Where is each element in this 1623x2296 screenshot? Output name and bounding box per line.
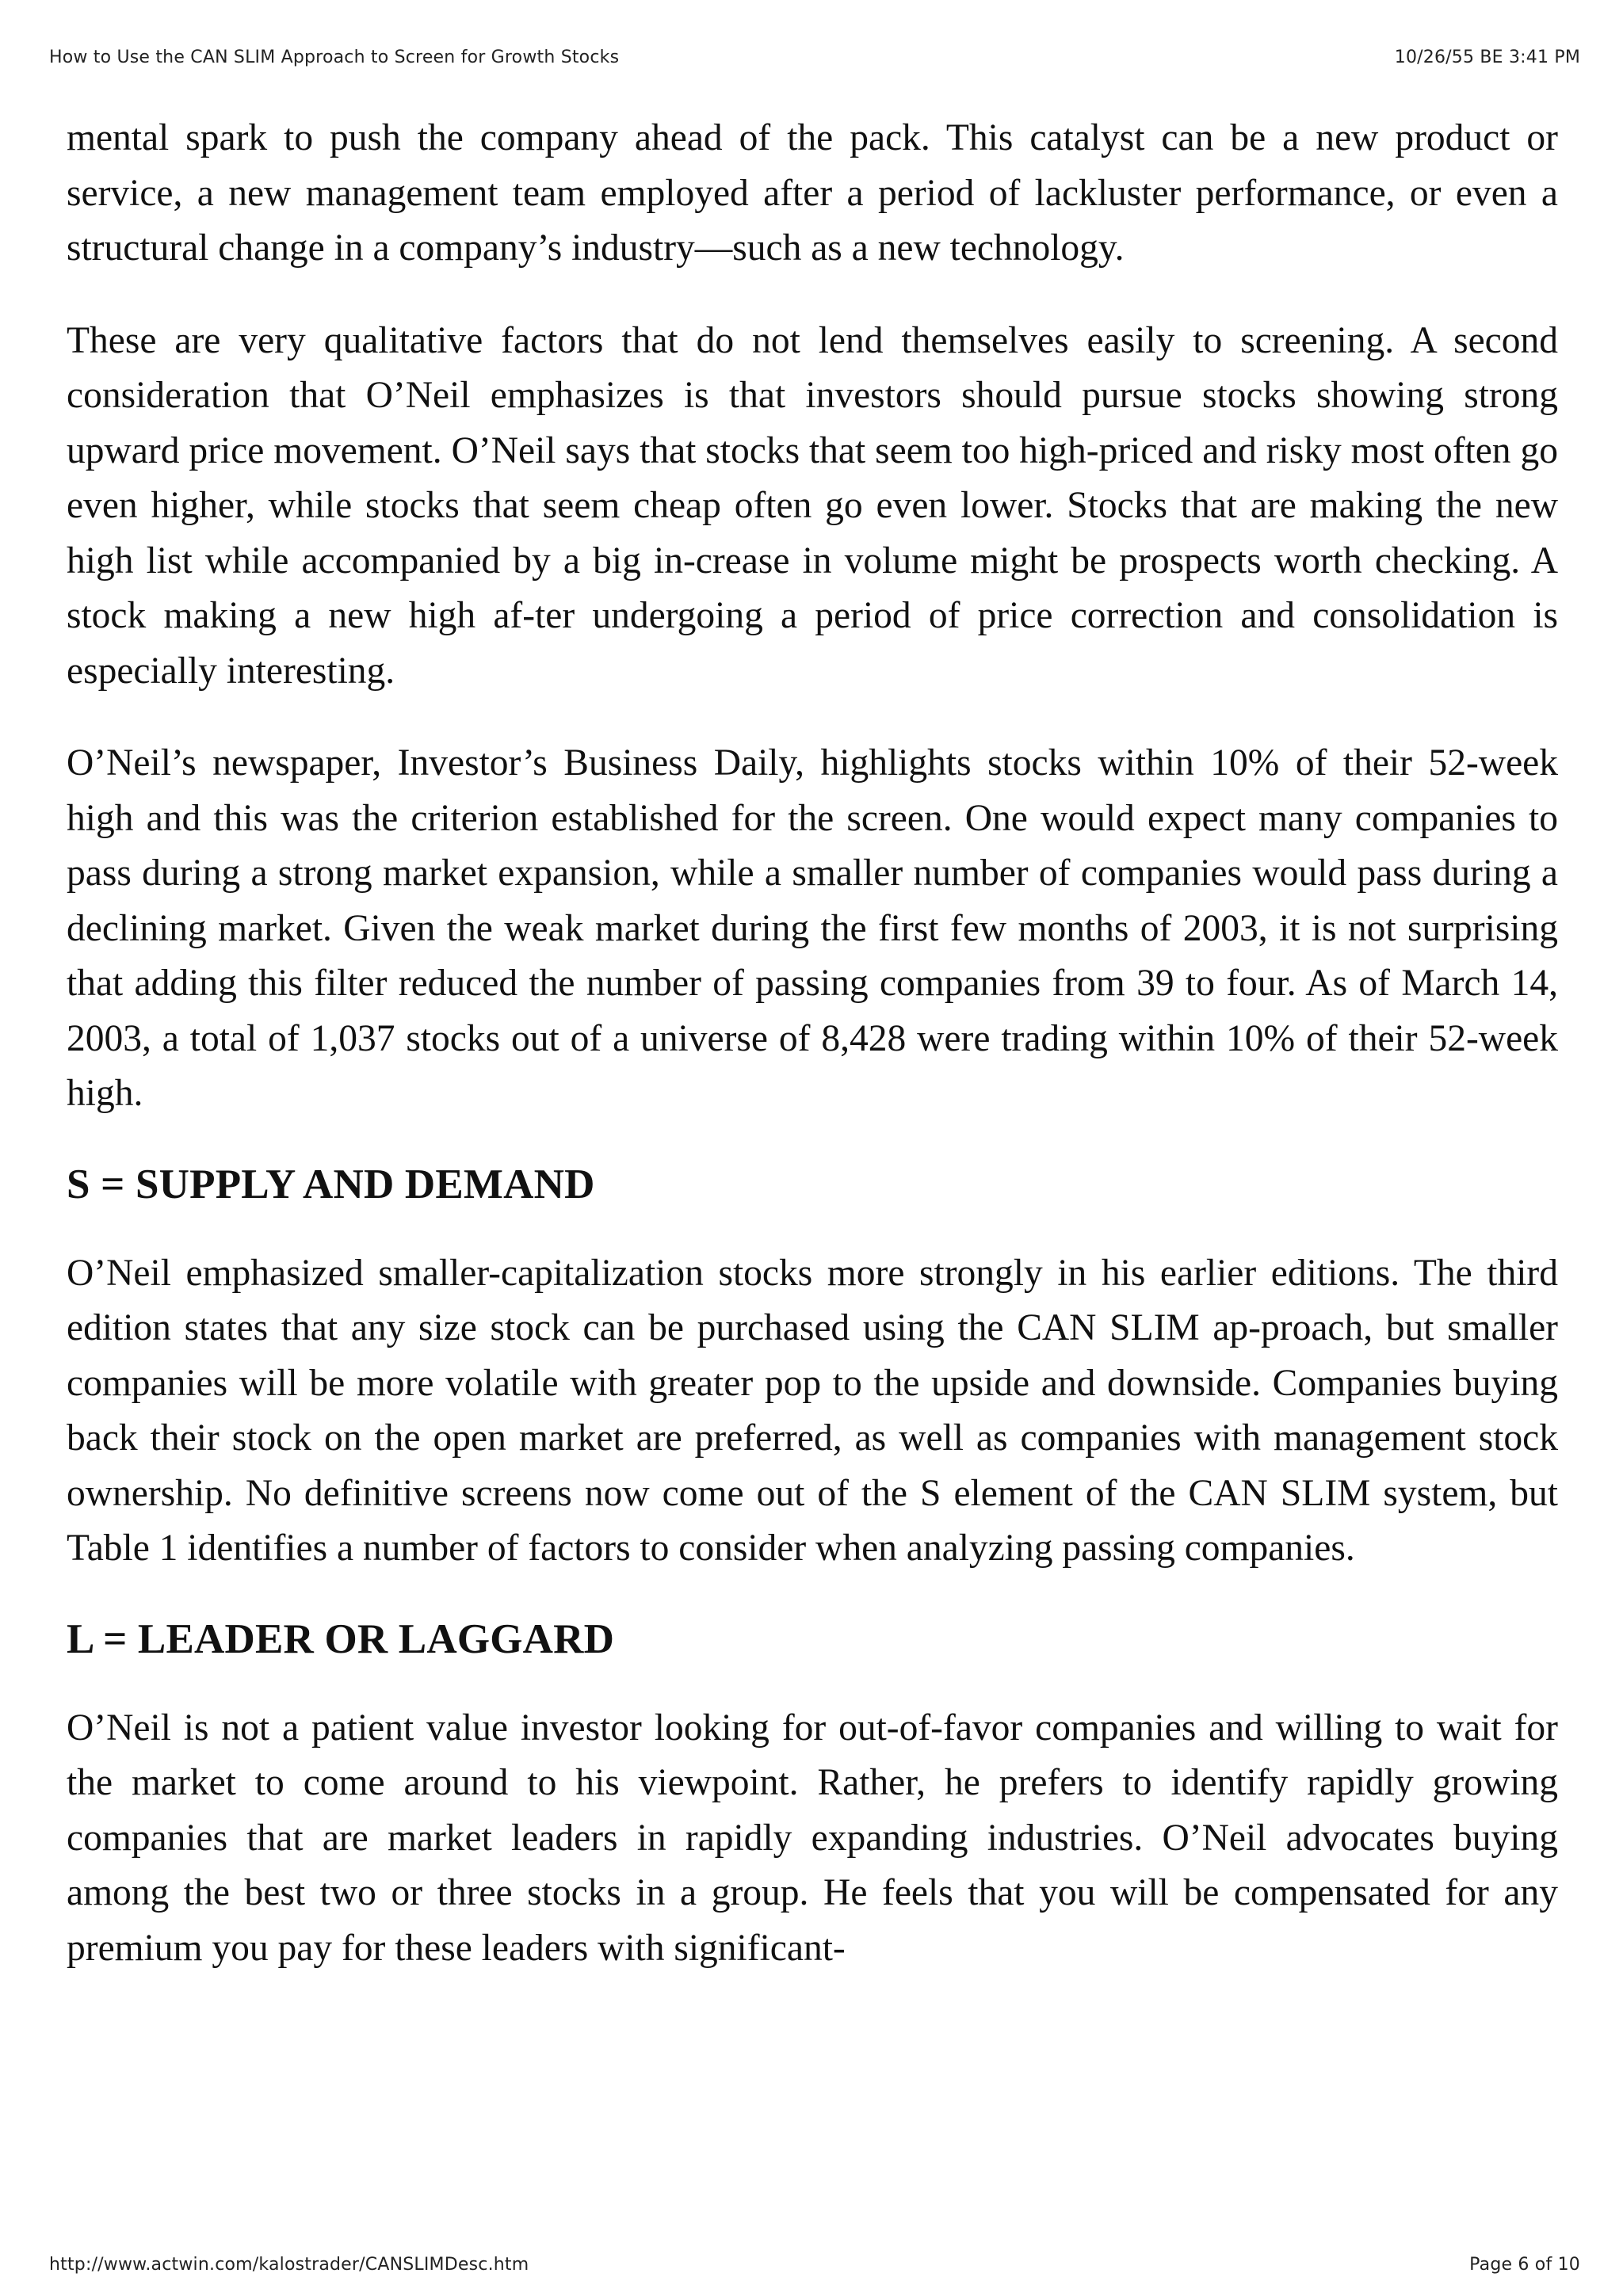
paragraph-catalyst: mental spark to push the company ahead of the pack. This catalyst can be a new product or service, a new management team employed after a period of lackluster performance, or even a structural change in a company’s industry—such as a new technology. <box>67 117 1558 269</box>
print-datetime: 10/26/55 BE 3:41 PM <box>1394 48 1580 67</box>
heading-supply-and-demand: S = SUPPLY AND DEMAND <box>67 1161 595 1207</box>
document-title: How to Use the CAN SLIM Approach to Screen for Growth Stocks <box>49 48 620 67</box>
paragraph-supply-demand: O’Neil emphasized smaller-capitalization stocks more strongly in his earlier editions. The third edition states that any size stock can be purchased using the CAN SLIM ap-proach, but smaller companies will be more volatile with greater pop to the upside and downside. Companies buying back their stock on the open market are preferred, as well as companies with management stock ownership. No definitive screens now come out of the S element of the CAN SLIM system, but Table 1 identifies a number of factors to consider when analyzing passing companies. <box>67 1252 1558 1569</box>
paragraph-52-week-high: O’Neil’s newspaper, Investor’s Business Daily, highlights stocks within 10% of their 52-week high and this was the criterion established for the screen. One would expect many companies to pass during a strong market expansion, while a smaller number of companies would pass during a declining market. Given the weak market during the first few months of 2003, it is not surprising that adding this filter reduced the number of passing companies from 39 to four. As of March 14, 2003, a total of 1,037 stocks out of a universe of 8,428 were trading within 10% of their 52-week high. <box>67 742 1558 1114</box>
page-url: http://www.actwin.com/kalostrader/CANSLIMDesc.htm <box>49 2255 529 2275</box>
paragraph-leader-laggard: O’Neil is not a patient value investor looking for out-of-favor companies and willing to wait for the market to come around to his viewpoint. Rather, he prefers to identify rapidly growing companies that are market leaders in rapidly expanding industries. O’Neil advocates buying among the best two or three stocks in a group. He feels that you will be compensated for any premium you pay for these leaders with significant- <box>67 1707 1558 1969</box>
article-body <box>67 111 1558 2013</box>
print-header <box>49 48 1580 67</box>
print-footer <box>49 2255 1580 2275</box>
paragraph-price-movement: These are very qualitative factors that do not lend themselves easily to screening. A second consideration that O’Neil emphasizes is that investors should pursue stocks showing strong upward price movement. O’Neil says that stocks that seem too high-priced and risky most often go even higher, while stocks that seem cheap often go even lower. Stocks that are making the new high list while accompanied by a big in-crease in volume might be prospects worth checking. A stock making a new high af-ter undergoing a period of price correction and consolidation is especially interesting. <box>67 319 1558 692</box>
heading-leader-or-laggard: L = LEADER OR LAGGARD <box>67 1615 615 1662</box>
page-number: Page 6 of 10 <box>1469 2255 1580 2275</box>
